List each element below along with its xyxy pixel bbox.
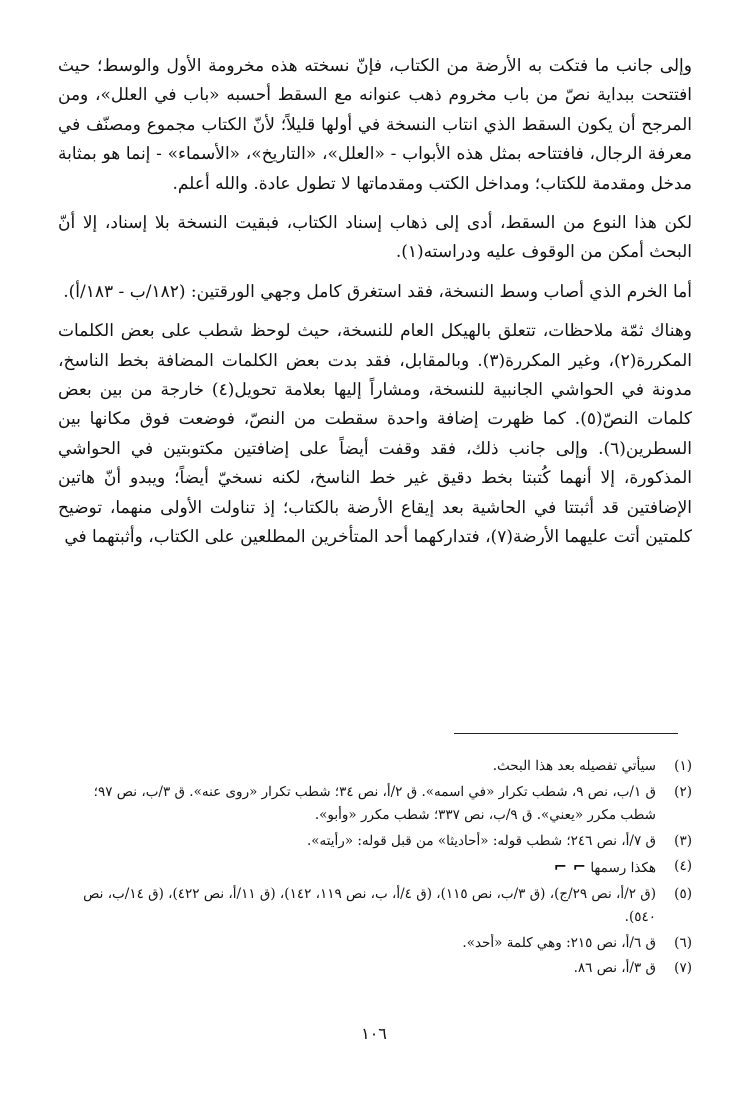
footnote-7: [58, 957, 692, 981]
paragraph-3: أما الخرم الذي أصاب وسط النسخة، فقد استغرق كامل وجهي الورقتين: (١٨٢/ب - ١٨٣/أ).: [63, 281, 692, 302]
footnote-number: (٢): [674, 783, 692, 800]
footnote-1: [58, 755, 692, 779]
paragraph-1: وإلى جانب ما فتكت به الأرضة من الكتاب، فإنّ نسخته هذه مخرومة الأول والوسط؛ حيث افتتحت ببداية نصّ من باب مخروم ذهب عنوانه مع السقط أحسبه «باب في العلل»، ومن المرجح أن يكون السقط الذي انتاب النسخة في أولها قليلاً؛ لأنّ الكتاب مجموع ومصنّف في معرفة الرجال، فافتتاحه بمثل هذه الأبواب - «العلل»، «التاريخ»، «الأسماء» - إنما هو بمثابة مدخل ومقدمة للكتاب؛ ومداخل الكتب ومقدماتها لا تطول عادة. والله أعلم.: [58, 56, 692, 194]
footnote-number: (٣): [674, 832, 692, 849]
footnote-number: (٦): [674, 934, 692, 951]
footnote-2: [58, 781, 692, 828]
footnote-separator: [454, 733, 678, 734]
footnote-4: [58, 855, 692, 881]
page-number: ١٠٦: [361, 1024, 387, 1043]
footnote-5: [58, 883, 692, 930]
footnote-text: ق ٦/أ، نص ٢١٥: وهي كلمة «أحد».: [462, 934, 656, 951]
footnote-number: (٧): [674, 960, 692, 976]
transfer-mark-glyph: ⌐ ⌐: [553, 857, 587, 876]
footnote-6: [58, 932, 692, 956]
paragraph-2: لكن هذا النوع من السقط، أدى إلى ذهاب إسناد الكتاب، فبقيت النسخة بلا إسناد، إلا أنّ البحث أمكن من الوقوف عليه ودراسته(١).: [58, 213, 692, 263]
paragraph-4: وهناك ثمّة ملاحظات، تتعلق بالهيكل العام للنسخة، حيث لوحظ شطب على بعض الكلمات المكررة(٢)، وغير المكررة(٣). وبالمقابل، فقد بدت بعض الكلمات المضافة بخط الناسخ، مدونة في الحواشي الجانبية للنسخة، ومشاراً إليها بعلامة تحويل(٤) خارجة من بين بعض كلمات النصّ(٥). كما ظهرت إضافة واحدة سقطت من النصّ، فوضعت فوق مكانها بين السطرين(٦). وإلى جانب ذلك، فقد وقفت أيضاً على إضافتين مكتوبتين في الحواشي المذكورة، إلا أنهما كُتبتا بخط دقيق غير خط الناسخ، لكنه نسخيّ أيضاً؛ ويبدو أنّ هاتين الإضافتين قد أثبتتا في الحاشية بعد إيقاع الأرضة بالكتاب؛ إذ تناولت الأولى منهما، توضيح كلمتين أتت عليهما الأرضة(٧)، فتداركهما أحد المتأخرين المطلعين على الكتاب، وأثبتهما في: [58, 321, 692, 548]
footnotes: [58, 755, 692, 983]
main-text: [58, 52, 692, 563]
footnote-number: (٤): [674, 858, 692, 874]
footnote-text: ق ٧/أ، نص ٢٤٦؛ شطب قوله: «أحاديثا» من قبل قوله: «رأيته».: [306, 832, 656, 849]
footnote-number: (١): [674, 758, 692, 774]
footnote-text: (ق ٢/أ، نص ٢٩/ج)، (ق ٣/ب، نص ١١٥)، (ق ٤/أ، ب، نص ١١٩، ١٤٢)، (ق ١١/أ، نص ٤٢٢)، (ق ١٤/ب، نص ٥٤٠).: [83, 885, 656, 925]
footnote-text: ق ١/ب، نص ٩، شطب تكرار «في اسمه». ق ٢/أ، نص ٣٤؛ شطب تكرار «روى عنه». ق ٣/ب، نص ٩٧؛ شطب مكرر «يعني». ق ٩/ب، نص ٣٣٧؛ شطب مكرر «وأبو».: [93, 783, 656, 823]
footnote-3: [58, 830, 692, 854]
footnote-text: ق ٣/أ، نص ٨٦.: [573, 960, 656, 976]
footnote-text: سيأتي تفصيله بعد هذا البحث.: [492, 758, 656, 774]
footnote-number: (٥): [674, 885, 692, 902]
footnote-text: هكذا رسمها: [590, 860, 656, 876]
